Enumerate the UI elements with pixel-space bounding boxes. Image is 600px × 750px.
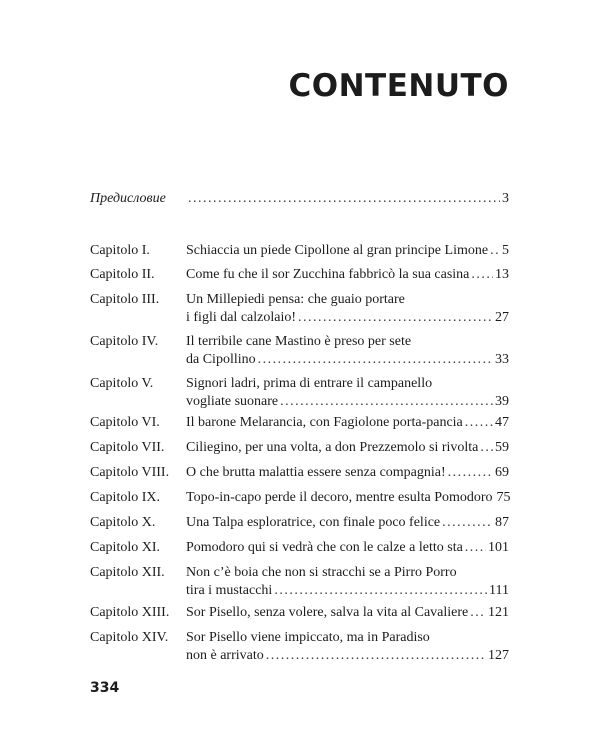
entry-page: 39 xyxy=(495,394,509,409)
dot-leader xyxy=(298,309,493,327)
dot-leader xyxy=(471,266,493,284)
toc-heading: CONTENUTO xyxy=(288,68,509,104)
entry-label: Capitolo I. xyxy=(90,243,150,258)
entry-page: 101 xyxy=(488,540,509,555)
entry-title: da Cipollino xyxy=(186,352,256,367)
dot-leader xyxy=(274,582,487,600)
entry-page: 87 xyxy=(495,515,509,530)
entry-title: non è arrivato xyxy=(186,648,264,663)
dot-leader xyxy=(465,414,493,432)
dot-leader xyxy=(258,351,493,369)
entry-title-line1: Il terribile cane Mastino è preso per sete xyxy=(186,334,412,349)
entry-page: 5 xyxy=(502,243,509,258)
entry-page: 69 xyxy=(495,465,509,480)
entry-page: 47 xyxy=(495,415,509,430)
entry-title: O che brutta malattia essere senza compagnia! xyxy=(186,465,446,480)
entry-title: Come fu che il sor Zucchina fabbricò la sua casina xyxy=(186,267,470,282)
dot-leader xyxy=(280,393,493,411)
entry-page: 121 xyxy=(488,605,509,620)
entry-title: Schiaccia un piede Cipollone al gran principe Limone xyxy=(186,243,489,258)
entry-label: Capitolo IX. xyxy=(90,490,160,505)
entry-page: 59 xyxy=(495,440,509,455)
entry-page: 75 xyxy=(496,490,511,505)
dot-leader xyxy=(188,190,500,208)
dot-leader xyxy=(490,242,500,260)
entry-label: Capitolo VIII. xyxy=(90,465,170,480)
entry-label: Capitolo VI. xyxy=(90,415,160,430)
entry-label: Capitolo XIV. xyxy=(90,630,169,645)
entry-title: tira i mustacchi xyxy=(186,583,273,598)
entry-page: 111 xyxy=(489,583,509,598)
entry-title: Ciliegino, per una volta, a don Prezzemolo si rivolta xyxy=(186,440,479,455)
dot-leader xyxy=(448,464,493,482)
entry-page: 13 xyxy=(495,267,509,282)
entry-page: 33 xyxy=(495,352,509,367)
entry-label: Capitolo XII. xyxy=(90,565,165,580)
entry-page: 3 xyxy=(502,191,509,206)
entry-page: 27 xyxy=(495,310,509,325)
entry-label: Capitolo VII. xyxy=(90,440,165,455)
entry-title: Topo-in-capo perde il decoro, mentre esulta Pomodoro xyxy=(186,490,493,505)
entry-page: 127 xyxy=(488,648,509,663)
entry-title: i figli dal calzolaio! xyxy=(186,310,297,325)
entry-title: Sor Pisello, senza volere, salva la vita al Cavaliere xyxy=(186,605,469,620)
entry-title-line1: Signori ladri, prima di entrare il campanello xyxy=(186,376,433,391)
dot-leader xyxy=(442,514,493,532)
entry-label: Capitolo IV. xyxy=(90,334,159,349)
page-number: 334 xyxy=(90,680,120,696)
entry-title: vogliate suonare xyxy=(186,394,279,409)
entry-label: Capitolo X. xyxy=(90,515,156,530)
entry-label: Capitolo II. xyxy=(90,267,155,282)
dot-leader xyxy=(480,439,493,457)
entry-label: Capitolo XI. xyxy=(90,540,160,555)
entry-label: Capitolo V. xyxy=(90,376,154,391)
entry-title: Il barone Melarancia, con Fagiolone porta-pancia xyxy=(186,415,463,430)
entry-title-line1: Sor Pisello viene impiccato, ma in Paradiso xyxy=(186,630,430,645)
dot-leader xyxy=(266,647,486,665)
entry-label: Capitolo XIII. xyxy=(90,605,170,620)
entry-label: Capitolo III. xyxy=(90,292,160,307)
entry-title-line1: Non c’è boia che non si stracchi se a Pirro Porro xyxy=(186,565,457,580)
entry-title: Una Talpa esploratrice, con finale poco felice xyxy=(186,515,441,530)
entry-title-line1: Un Millepiedi pensa: che guaio portare xyxy=(186,292,405,307)
entry-label: Предисловие xyxy=(90,191,166,206)
dot-leader xyxy=(465,539,486,557)
dot-leader xyxy=(470,604,486,622)
entry-title: Pomodoro qui si vedrà che con le calze a letto sta xyxy=(186,540,463,555)
